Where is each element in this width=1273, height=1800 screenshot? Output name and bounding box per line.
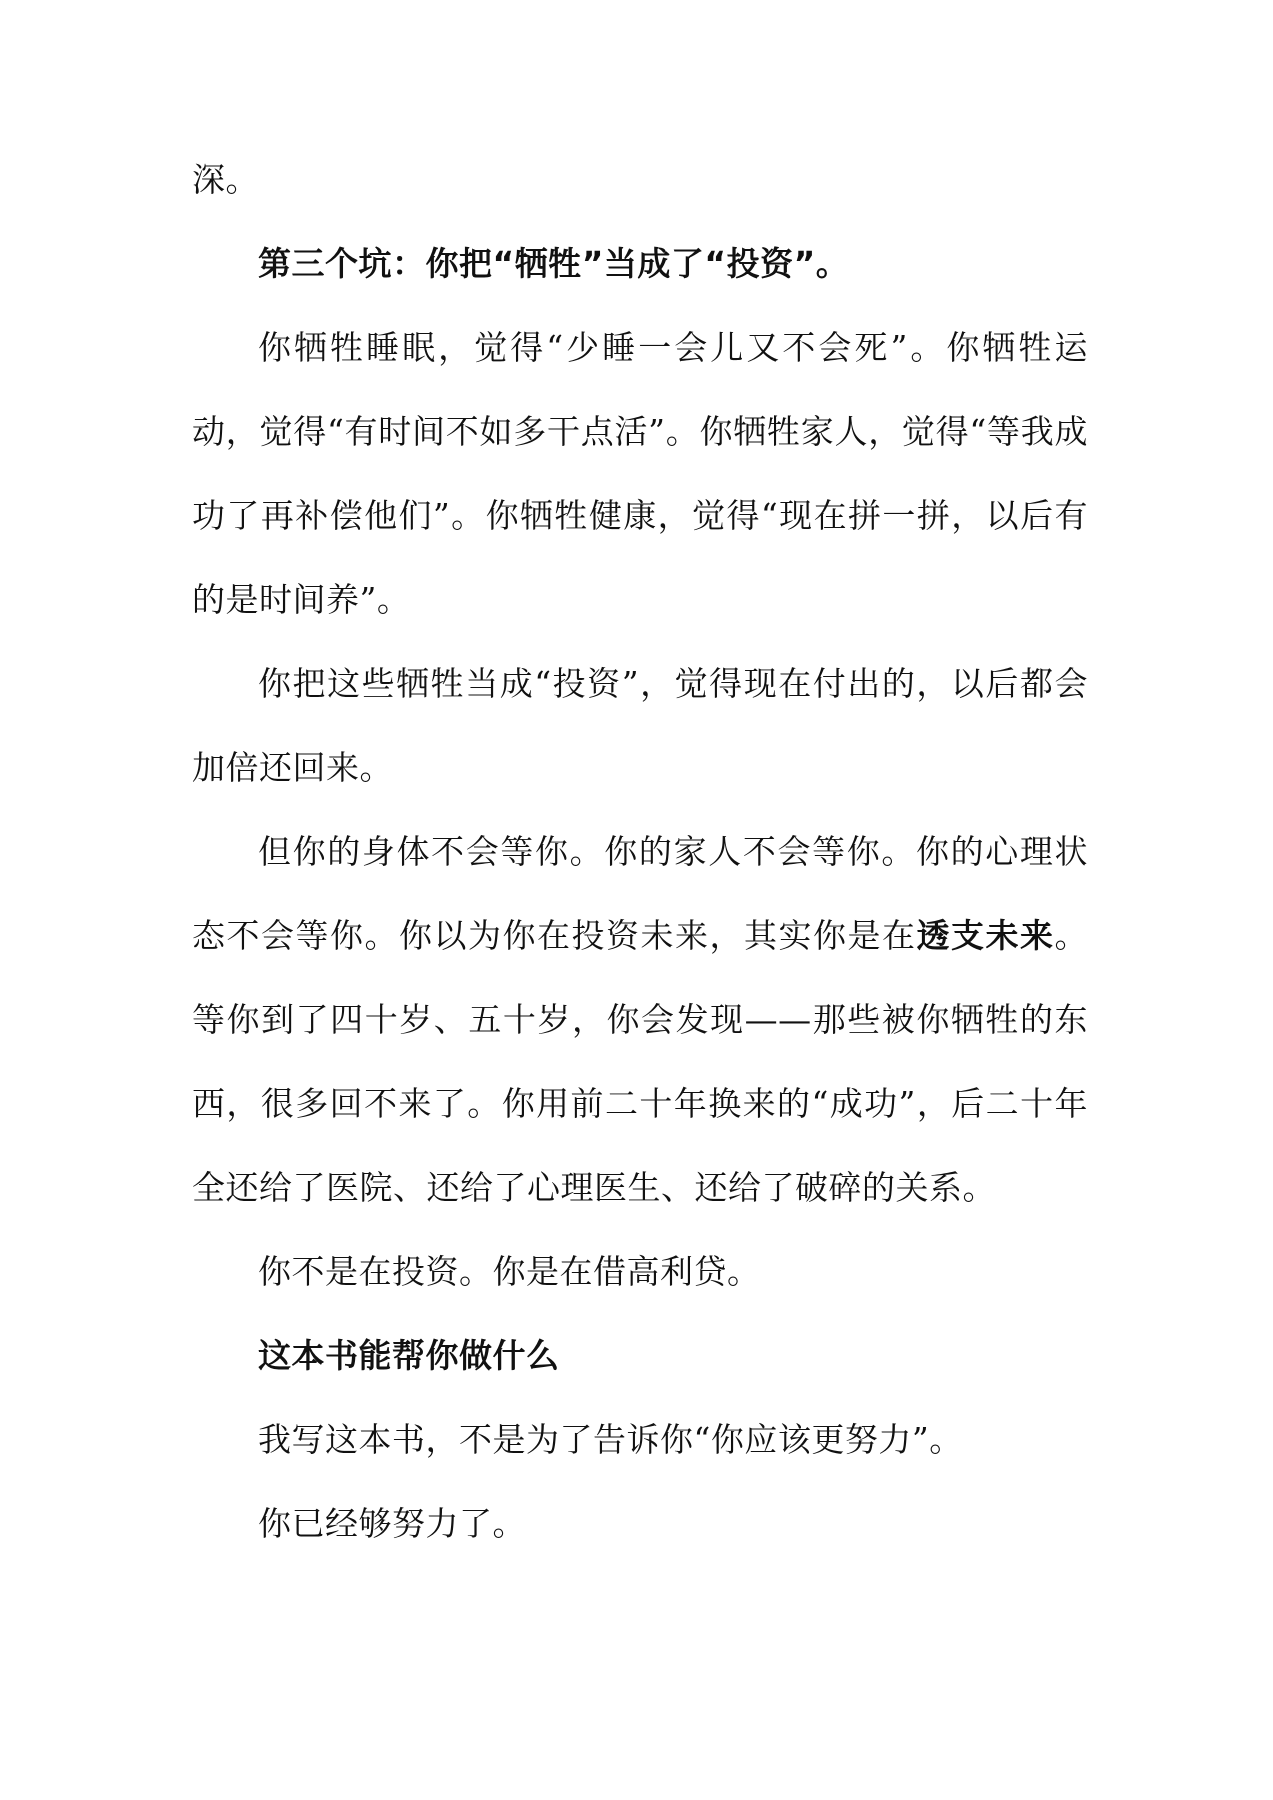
paragraph-investment: 你把这些牺牲当成“投资”，觉得现在付出的，以后都会加倍还回来。 xyxy=(192,664,1088,787)
document-body xyxy=(192,138,1088,1566)
paragraph-loan: 你不是在投资。你是在借高利贷。 xyxy=(258,1252,761,1291)
section-heading-third-pit: 第三个坑：你把“牺牲”当成了“投资”。 xyxy=(258,244,850,283)
paragraph-overdraft-after: 。等你到了四十岁、五十岁，你会发现——那些被你牺牲的东西，很多回不来了。你用前二十年换来的“成功”，后二十年全还给了医院、还给了心理医生、还给了破碎的关系。 xyxy=(192,916,1088,1207)
section-heading-book-help: 这本书能帮你做什么 xyxy=(258,1336,560,1375)
paragraph-purpose: 我写这本书，不是为了告诉你“你应该更努力”。 xyxy=(258,1420,963,1459)
paragraph-enough: 你已经够努力了。 xyxy=(258,1504,526,1543)
paragraph-overdraft-before: 但你的身体不会等你。你的家人不会等你。你的心理状态不会等你。你以为你在投资未来，其实你是在 xyxy=(192,832,1088,955)
emphasis-overdraft-future: 透支未来 xyxy=(916,916,1055,955)
paragraph-overdraft xyxy=(192,810,1088,1230)
paragraph-continuation: 深。 xyxy=(192,160,259,199)
paragraph-sacrifice: 你牺牲睡眠，觉得“少睡一会儿又不会死”。你牺牲运动，觉得“有时间不如多干点活”。你牺牲家人，觉得“等我成功了再补偿他们”。你牺牲健康，觉得“现在拼一拼，以后有的是时间养”。 xyxy=(192,328,1088,619)
